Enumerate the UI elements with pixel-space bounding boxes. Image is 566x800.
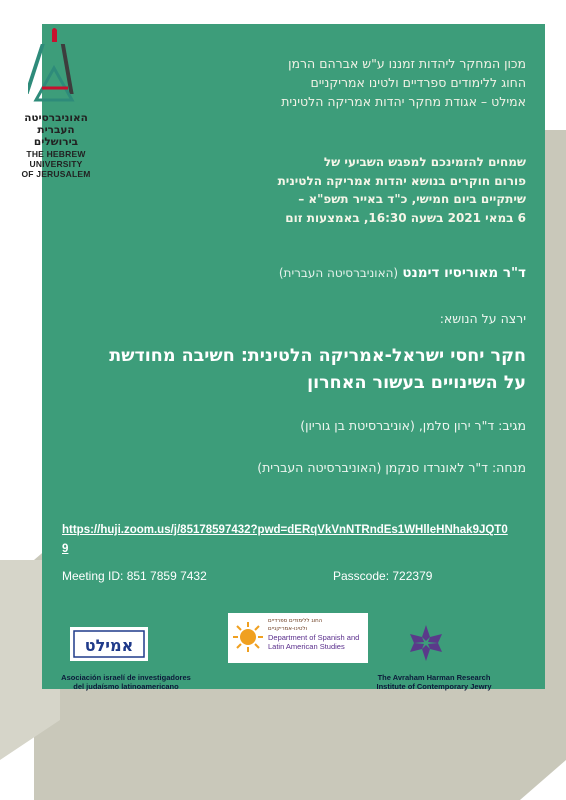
- invitation-block: [106, 153, 526, 227]
- amilat-logo: [70, 627, 148, 661]
- topic-label: ירצה על הנושא:: [439, 311, 526, 326]
- lecture-title-line-2: על השינויים בעשור האחרון: [307, 373, 526, 393]
- respondent-affiliation: (אוניברסיטת בן גוריון): [300, 418, 415, 433]
- invitation-line-4: 6 במאי 2021 בשעה 16:30, באמצעות זום: [285, 210, 526, 225]
- lecture-title-line-1: חקר יחסי ישראל-אמריקה הלטינית: חשיבה מחודשת: [109, 346, 526, 366]
- dept-name-he-2: ולטינו-אמריקניים: [268, 626, 308, 632]
- chair-label: מנחה:: [487, 460, 526, 475]
- invitation-line-1: שמחים להזמינכם למפגש השביעי של: [323, 155, 526, 169]
- invitation-line-2: פורום חוקרים בנושא יהדות אמריקה הלטינית: [277, 173, 526, 188]
- lecture-title: [66, 343, 526, 397]
- university-name-en-3: OF JERUSALEM: [21, 169, 91, 179]
- amilat-logo-text: אמילט: [84, 636, 134, 655]
- dept-name-en-1: Department of Spanish and: [268, 633, 360, 642]
- harman-caption-line-1: The Avraham Harman Research: [377, 673, 491, 682]
- organizers-block: [126, 54, 526, 111]
- chair-affiliation: (האוניברסיטה העברית): [257, 460, 382, 475]
- passcode: Passcode: 722379: [333, 569, 433, 583]
- chair-name: ד"ר לאונרדו סנקמן: [381, 460, 488, 475]
- harman-institute-star-icon: [406, 623, 446, 663]
- organizer-line-3: אמילט – אגודת מחקר יהדות אמריקה הלטינית: [281, 94, 526, 109]
- organizer-line-2: החוג ללימודים ספרדיים ולטינו אמריקניים: [310, 75, 526, 90]
- hebrew-university-emblem-icon: [28, 28, 84, 108]
- speaker-name: ד"ר מאוריסיו דימנט: [402, 265, 526, 281]
- amilat-logo-icon: [70, 627, 148, 661]
- respondent-label: מגיב:: [494, 418, 526, 433]
- hebrew-university-logo: [0, 28, 112, 218]
- department-logo: [228, 613, 368, 663]
- respondent-name: ד"ר ירון סלמן,: [414, 418, 495, 433]
- respondent-block: [106, 418, 526, 433]
- amilat-caption-line-2: del judaísmo latinoamericano: [73, 682, 179, 691]
- chair-block: [106, 460, 526, 475]
- meeting-id: Meeting ID: 851 7859 7432: [62, 569, 207, 583]
- invitation-line-3: שיתקיים ביום חמישי, כ"ד באייר תשפ"א –: [298, 192, 526, 206]
- university-name-he-2: העברית: [37, 124, 75, 136]
- harman-caption-line-2: Institute of Contemporary Jewry: [376, 682, 492, 691]
- sun-emblem-icon: [232, 621, 264, 653]
- university-name-he-3: בירושלים: [33, 136, 79, 148]
- dept-name-en-2: Latin American Studies: [268, 642, 345, 651]
- zoom-link[interactable]: https://huji.zoom.us/j/85178597432?pwd=dERqVkVnNTRndEs1WHlleHNhak9JQT09: [62, 524, 508, 555]
- speaker-affiliation: (האוניברסיטה העברית): [278, 266, 399, 280]
- organizer-line-1: מכון המחקר ליהדות זמננו ע"ש אברהם הרמן: [288, 56, 526, 71]
- dept-name-he-1: החוג ללימודים ספרדיים: [268, 618, 323, 624]
- amilat-caption-line-1: Asociación israelí de investigadores: [61, 673, 191, 682]
- speaker-block: [106, 265, 526, 281]
- university-name-en-2: UNIVERSITY: [29, 159, 83, 169]
- university-name-he-1: האוניברסיטה: [24, 112, 88, 124]
- university-name-en-1: THE HEBREW: [26, 149, 86, 159]
- harman-caption: [354, 673, 514, 691]
- amilat-caption: [46, 673, 206, 691]
